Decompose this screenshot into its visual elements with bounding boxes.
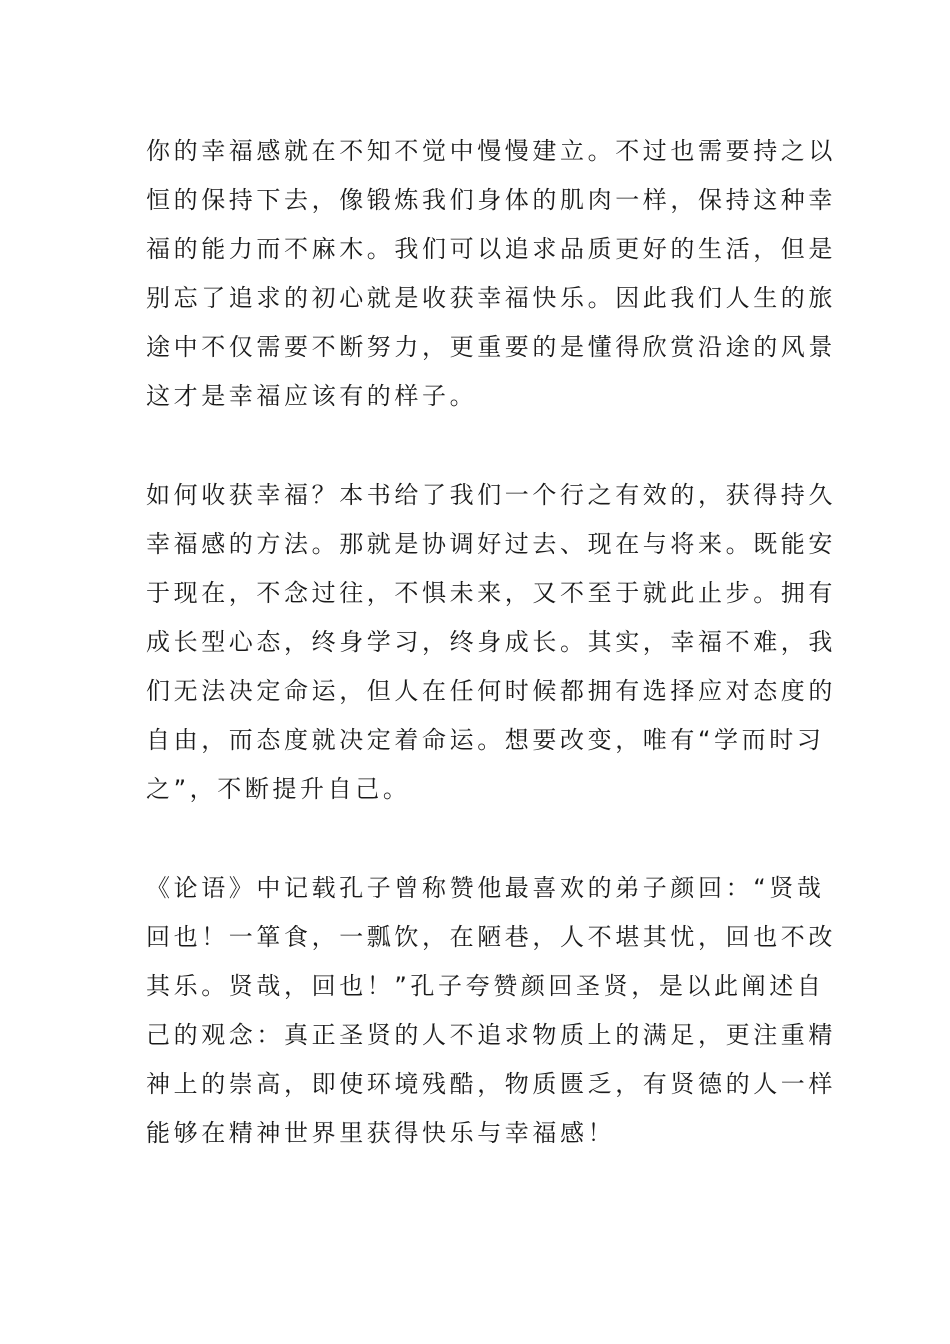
paragraph-line: 自由，而态度就决定着命运。想要改变，唯有“学而时习 bbox=[146, 726, 825, 754]
paragraph-line: 其乐。贤哉，回也！”孔子夸赞颜回圣贤，是以此阐述自 bbox=[146, 972, 825, 1000]
paragraph-line: 己的观念：真正圣贤的人不追求物质上的满足，更注重精 bbox=[146, 1021, 836, 1049]
paragraph-line: 成长型心态，终身学习，终身成长。其实，幸福不难，我 bbox=[146, 628, 836, 656]
paragraph-line: 回也！一箪食，一瓢饮，在陋巷，人不堪其忧，回也不改 bbox=[146, 923, 836, 951]
paragraph-line: 《论语》中记载孔子曾称赞他最喜欢的弟子颜回：“贤哉 bbox=[146, 874, 825, 902]
paragraph-line: 神上的崇高，即使环境残酷，物质匮乏，有贤德的人一样 bbox=[146, 1070, 836, 1098]
paragraph-line: 们无法决定命运，但人在任何时候都拥有选择应对态度的 bbox=[146, 677, 836, 705]
paragraph-line: 于现在，不念过往，不惧未来，又不至于就此止步。拥有 bbox=[146, 579, 836, 607]
paragraph-line: 你的幸福感就在不知不觉中慢慢建立。不过也需要持之以 bbox=[146, 137, 836, 165]
paragraph-line: 这才是幸福应该有的样子。 bbox=[146, 382, 478, 410]
paragraph-line: 别忘了追求的初心就是收获幸福快乐。因此我们人生的旅 bbox=[146, 284, 836, 312]
paragraph-line: 途中不仅需要不断努力，更重要的是懂得欣赏沿途的风景 bbox=[146, 333, 836, 361]
paragraph-line: 如何收获幸福？本书给了我们一个行之有效的，获得持久 bbox=[146, 481, 836, 509]
paragraph-line: 福的能力而不麻木。我们可以追求品质更好的生活，但是 bbox=[146, 235, 836, 263]
paragraph-line: 能够在精神世界里获得快乐与幸福感！ bbox=[146, 1119, 616, 1147]
paragraph-line: 幸福感的方法。那就是协调好过去、现在与将来。既能安 bbox=[146, 530, 836, 558]
paragraph-line: 之”，不断提升自己。 bbox=[146, 775, 411, 803]
paragraph-line: 恒的保持下去，像锻炼我们身体的肌肉一样，保持这种幸 bbox=[146, 186, 836, 214]
